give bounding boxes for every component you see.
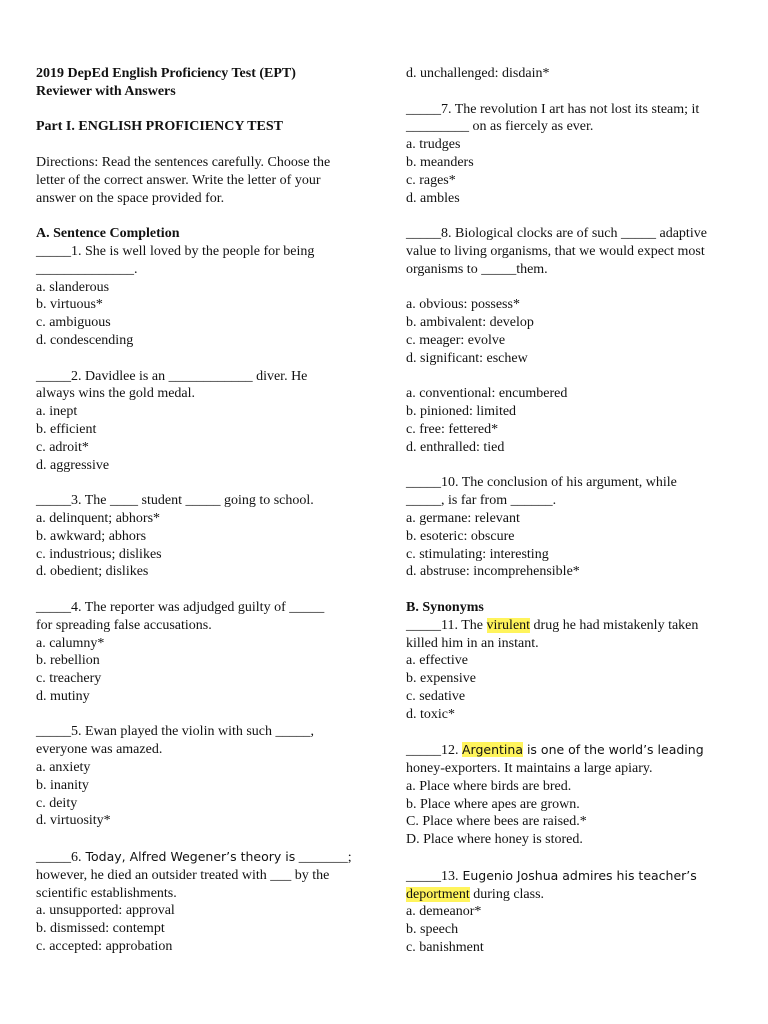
question-text xyxy=(406,741,746,760)
choice: b. ambivalent: develop xyxy=(406,315,534,331)
choice: c. accepted: approbation xyxy=(36,939,173,955)
highlighted-word: virulent xyxy=(486,617,531,633)
question-text: _____3. The ____ student _____ going to school. xyxy=(36,493,314,509)
question-12 xyxy=(406,741,746,849)
choice: a. effective xyxy=(406,653,468,669)
question-1 xyxy=(36,243,366,350)
choice: c. sedative xyxy=(406,688,466,704)
choice: a. obvious: possess* xyxy=(406,297,520,313)
choice: d. virtuosity* xyxy=(36,813,111,829)
choice: d. condescending xyxy=(36,332,134,348)
question-13 xyxy=(406,867,746,957)
question-text-prefix: _____12. xyxy=(406,743,462,759)
choice: d. unchallenged: disdain* xyxy=(406,66,550,81)
question-text: ______________. xyxy=(36,261,138,277)
choice: b. inanity xyxy=(36,777,89,793)
question-text: scientific establishments. xyxy=(36,885,177,901)
choice: d. significant: eschew xyxy=(406,350,528,366)
section-heading-sentence-completion: A. Sentence Completion xyxy=(36,226,180,242)
question-text xyxy=(406,886,746,904)
choice: d. abstruse: incomprehensible* xyxy=(406,564,580,580)
question-text-prefix: _____11. The xyxy=(406,617,487,633)
question-text: always wins the gold medal. xyxy=(36,386,196,402)
choice: a. slanderous xyxy=(36,279,110,295)
directions-line: answer on the space provided for. xyxy=(36,190,225,206)
choice: a. calumny* xyxy=(36,635,105,651)
choice: a. trudges xyxy=(406,137,461,153)
question-3 xyxy=(36,492,366,581)
directions-line: letter of the correct answer. Write the letter of your xyxy=(36,172,321,188)
question-text xyxy=(406,617,746,635)
choice: a. conventional: encumbered xyxy=(406,386,568,402)
question-text-suffix: during class. xyxy=(469,886,545,902)
choice: c. industrious; dislikes xyxy=(36,546,162,562)
question-8 xyxy=(406,225,746,367)
question-text xyxy=(36,848,366,867)
question-text: _________ on as fiercely as ever. xyxy=(406,119,594,135)
question-text: _____2. Davidlee is an ____________ diver. He xyxy=(36,368,308,384)
choice: d. ambles xyxy=(406,190,460,206)
choice: c. meager: evolve xyxy=(406,332,506,348)
choice: c. treachery xyxy=(36,671,102,687)
choice: d. mutiny xyxy=(36,688,90,704)
choice: b. meanders xyxy=(406,154,474,170)
question-6 xyxy=(36,848,366,956)
question-7 xyxy=(406,101,746,208)
question-text-suffix: is one of the world’s leading xyxy=(522,742,704,758)
question-text: organisms to _____them. xyxy=(406,261,548,277)
choice: b. expensive xyxy=(406,671,476,687)
choice: b. pinioned: limited xyxy=(406,404,517,420)
choice: b. esoteric: obscure xyxy=(406,528,515,544)
choice: b. virtuous* xyxy=(36,297,103,313)
choice: a. germane: relevant xyxy=(406,510,520,526)
question-text: _____5. Ewan played the violin with such _____, xyxy=(36,724,315,740)
question-text: _____1. She is well loved by the people for being xyxy=(36,243,315,259)
choice: a. Place where birds are bred. xyxy=(406,778,572,794)
question-4 xyxy=(36,599,366,706)
question-text-sans: Eugenio Joshua admires his teacher’s xyxy=(458,867,697,883)
question-text: killed him in an instant. xyxy=(406,635,539,651)
question-text: _____10. The conclusion of his argument, while xyxy=(406,475,677,491)
choice: d. enthralled: tied xyxy=(406,439,505,455)
question-text-rest: _______; xyxy=(295,850,352,866)
question-text: honey-exporters. It maintains a large apiary. xyxy=(406,761,653,777)
question-text: _____4. The reporter was adjudged guilty of _____ xyxy=(36,599,325,615)
question-text xyxy=(406,867,746,886)
question-text: however, he died an outsider treated with ___ by the xyxy=(36,867,330,883)
question-text: _____8. Biological clocks are of such _____ adaptive xyxy=(406,226,707,242)
highlighted-word: deportment xyxy=(406,886,470,902)
choice: b. rebellion xyxy=(36,653,100,669)
choice: C. Place where bees are raised.* xyxy=(406,814,587,830)
question-text-suffix: drug he had mistakenly taken xyxy=(530,617,699,633)
choice: b. Place where apes are grown. xyxy=(406,796,580,812)
choice: a. anxiety xyxy=(36,760,91,776)
choice: b. dismissed: contempt xyxy=(36,921,165,937)
choice: c. stimulating: interesting xyxy=(406,546,549,562)
choice: c. deity xyxy=(36,795,78,811)
section-heading-synonyms: B. Synonyms xyxy=(406,599,484,615)
question-11 xyxy=(406,617,746,724)
question-text-sans: Today, Alfred Wegener’s theory is xyxy=(81,849,296,865)
choice: c. free: fettered* xyxy=(406,421,499,437)
choice: c. adroit* xyxy=(36,439,89,455)
question-2 xyxy=(36,368,366,475)
question-text: _____, is far from ______. xyxy=(406,493,557,509)
right-column xyxy=(406,65,746,957)
question-number: _____6. xyxy=(36,850,82,866)
choice: d. toxic* xyxy=(406,706,455,722)
choice: c. banishment xyxy=(406,940,484,956)
document-title-line-1: 2019 DepEd English Proficiency Test (EPT) xyxy=(36,66,296,81)
question-number: _____13. xyxy=(406,868,459,884)
question-text: value to living organisms, that we would expect most xyxy=(406,243,705,259)
document-title-line-2: Reviewer with Answers xyxy=(36,83,176,99)
choice: D. Place where honey is stored. xyxy=(406,832,583,848)
part-heading: Part I. ENGLISH PROFICIENCY TEST xyxy=(36,119,283,135)
choice: b. awkward; abhors xyxy=(36,528,147,544)
choice: a. demeanor* xyxy=(406,904,482,920)
directions-line: Directions: Read the sentences carefully. Choose the xyxy=(36,154,331,170)
choice: a. inept xyxy=(36,404,78,420)
question-10 xyxy=(406,474,746,581)
choice: d. obedient; dislikes xyxy=(36,564,149,580)
choice: b. speech xyxy=(406,922,459,938)
choice: c. rages* xyxy=(406,172,456,188)
choice: b. efficient xyxy=(36,421,97,437)
choice: d. aggressive xyxy=(36,457,110,473)
highlighted-word: Argentina xyxy=(462,742,523,758)
left-column xyxy=(36,65,366,956)
question-text: for spreading false accusations. xyxy=(36,617,212,633)
choice: a. unsupported: approval xyxy=(36,903,175,919)
question-text: _____7. The revolution I art has not lost its steam; it xyxy=(406,101,700,117)
choice: c. ambiguous xyxy=(36,315,111,331)
question-5 xyxy=(36,723,366,830)
question-text: everyone was amazed. xyxy=(36,742,163,758)
question-9-choices xyxy=(406,385,746,456)
choice: a. delinquent; abhors* xyxy=(36,510,161,526)
